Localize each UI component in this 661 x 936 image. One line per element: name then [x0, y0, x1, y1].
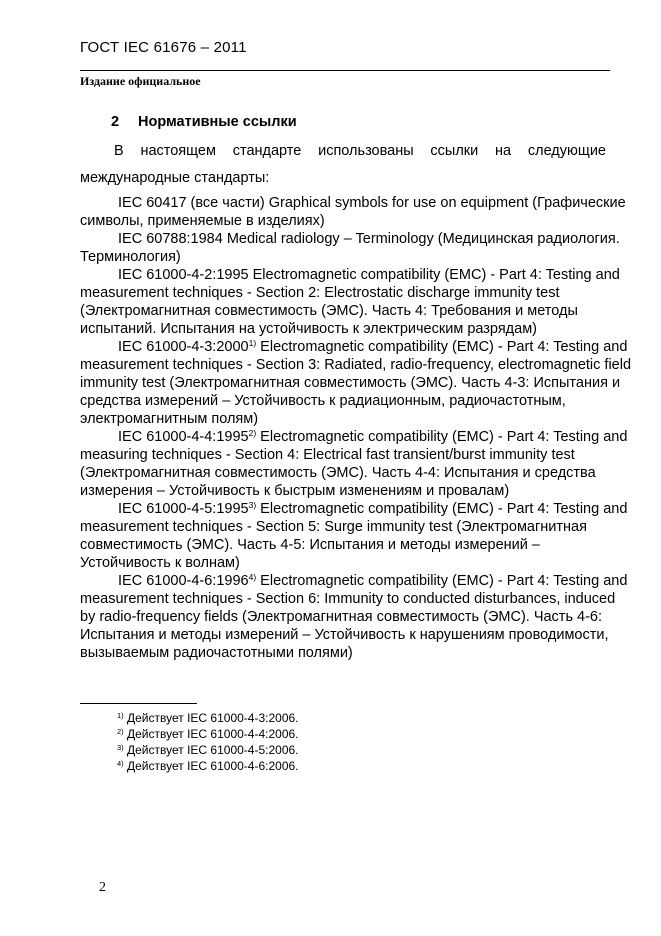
reference-code: IEC 60788:1984	[118, 231, 223, 247]
footnote-mark: 2)	[117, 727, 124, 736]
reference-code: IEC 61000-4-5:1995	[118, 501, 249, 517]
footnote-item	[117, 726, 299, 742]
reference-text: Electromagnetic compatibility (EMC) - Part 4: Testing and measurement techniques - Section 6: Immunity to conducted disturbances, induced by radio-frequency fields (Электромагнитная совместимость (ЭМС). Часть 4-6: Испытания и методы измерений – Устойчивость к нарушениям проводимости, вызываемым радиочастотными полями)	[80, 573, 628, 661]
reference-code: IEC 60417 (все части)	[118, 195, 265, 211]
reference-text: Electromagnetic compatibility (EMC) - Part 4: Testing and measurement techniques - Section 3: Radiated, radio-frequency, electromagnetic field immunity test (Электромагнитная совместимость (ЭМС). Часть 4-3: Испытания и средства измерений – Устойчивость к радиационным, радиочастотным, электромагнитным полям)	[80, 339, 632, 427]
reference-code: IEC 61000-4-3:2000	[118, 339, 249, 355]
footnote-divider	[80, 703, 197, 704]
footnote-marker: 2)	[248, 428, 257, 438]
document-title: ГОСТ IEC 61676 – 2011	[80, 39, 247, 56]
footnote-marker: 3)	[248, 500, 257, 510]
reference-code: IEC 61000-4-4:1995	[118, 429, 249, 445]
footnote-list	[117, 710, 299, 774]
footnote-text: Действует IEC 61000-4-4:2006.	[123, 727, 299, 741]
reference-code: IEC 61000-4-2:1995	[118, 267, 249, 283]
reference-item	[80, 572, 632, 662]
section-intro	[80, 141, 606, 188]
footnote-text: Действует IEC 61000-4-5:2006.	[123, 743, 299, 757]
edition-label: Издание официальное	[80, 74, 201, 88]
reference-item	[80, 500, 632, 572]
reference-text: Electromagnetic compatibility (EMC) - Part 4: Testing and measuring techniques - Section 4: Electrical fast transient/burst immunity test (Электромагнитная совместимость (ЭМС). Часть 4-4: Испытания и средства измерения – Устойчивость к быстрым изменениям и провалам)	[80, 429, 628, 499]
footnote-text: Действует IEC 61000-4-3:2006.	[123, 711, 299, 725]
reference-item	[80, 428, 632, 500]
intro-line-1: В настоящем стандарте использованы ссылки на следующие	[114, 143, 606, 159]
section-number: 2	[111, 114, 120, 130]
reference-text: Electromagnetic compatibility (EMC) - Part 4: Testing and measurement techniques - Section 5: Surge immunity test (Электромагнитная совместимость (ЭМС). Часть 4-5: Испытания и методы измерений – Устойчивость к волнам)	[80, 501, 628, 571]
footnote-item	[117, 710, 299, 726]
section-title: Нормативные ссылки	[138, 114, 297, 130]
footnote-item	[117, 742, 299, 758]
reference-text: Medical radiology – Terminology (Медицинская радиология. Терминология)	[80, 231, 620, 265]
reference-text: Electromagnetic compatibility (EMC) - Part 4: Testing and measurement techniques - Section 2: Electrostatic discharge immunity test (Электромагнитная совместимость (ЭМС). Часть 4: Требования и методы испытаний. Испытания на устойчивость к электрическим разрядам)	[80, 267, 620, 337]
footnote-marker: 4)	[248, 572, 257, 582]
section-heading	[111, 114, 297, 130]
reference-item	[80, 194, 632, 230]
footnote-mark: 3)	[117, 743, 124, 752]
reference-item	[80, 266, 632, 338]
reference-list	[80, 194, 632, 662]
reference-text: Graphical symbols for use on equipment (Графические символы, применяемые в изделиях)	[80, 195, 626, 229]
reference-item	[80, 338, 632, 428]
footnote-text: Действует IEC 61000-4-6:2006.	[123, 759, 299, 773]
footnote-marker: 1)	[248, 338, 257, 348]
reference-code: IEC 61000-4-6:1996	[118, 573, 249, 589]
header-divider	[80, 70, 610, 71]
page-number: 2	[99, 880, 106, 895]
footnote-mark: 1)	[117, 711, 124, 720]
reference-item	[80, 230, 632, 266]
footnote-item	[117, 758, 299, 774]
intro-line-2: международные стандарты:	[80, 170, 270, 186]
footnote-mark: 4)	[117, 759, 124, 768]
